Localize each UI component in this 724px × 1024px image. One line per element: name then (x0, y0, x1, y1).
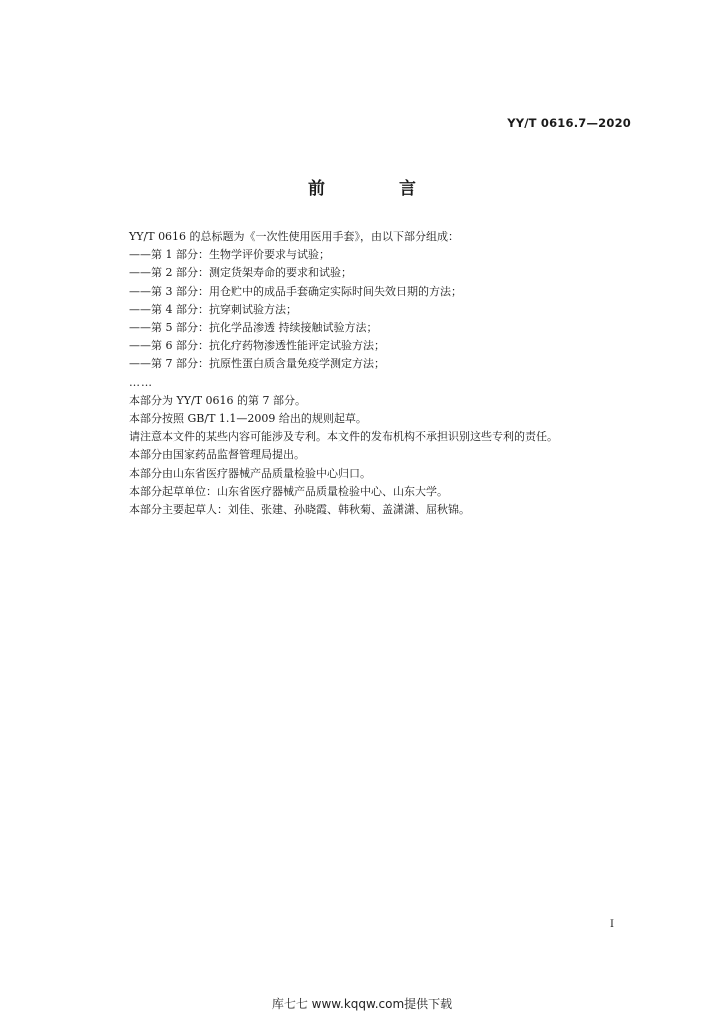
foreword-body (129, 228, 629, 519)
statement-paragraph: 本部分起草单位：山东省医疗器械产品质量检验中心、山东大学。 (129, 484, 448, 498)
intro-paragraph: YY/T 0616 的总标题为《一次性使用医用手套》，由以下部分组成： (129, 230, 460, 243)
statement-paragraph: 请注意本文件的某些内容可能涉及专利。本文件的发布机构不承担识别这些专利的责任。 (129, 430, 558, 444)
page-number: I (610, 919, 614, 930)
part-item: ——第 4 部分：抗穿刺试验方法； (129, 302, 297, 316)
page-title: 前 言 (308, 179, 450, 199)
part-item: ——第 6 部分：抗化疗药物渗透性能评定试验方法； (129, 339, 385, 353)
standard-number: YY/T 0616.7—2020 (507, 116, 631, 130)
part-item: ——第 3 部分：用仓贮中的成品手套确定实际时间失效日期的方法； (129, 284, 462, 298)
ellipsis: …… (129, 375, 153, 389)
statement-paragraph: 本部分由国家药品监督管理局提出。 (129, 448, 305, 462)
statement-paragraph: 本部分由山东省医疗器械产品质量检验中心归口。 (129, 466, 371, 480)
part-item: ——第 2 部分：测定货架寿命的要求和试验； (129, 266, 352, 280)
download-footer: 库七七 www.kqqw.com提供下载 (271, 997, 453, 1011)
part-item: ——第 5 部分：抗化学品渗透 持续接触试验方法； (129, 321, 378, 335)
statement-paragraph: 本部分按照 GB/T 1.1—2009 给出的规则起草。 (129, 412, 367, 426)
part-item: ——第 7 部分：抗原性蛋白质含量免疫学测定方法； (129, 357, 385, 371)
statement-paragraph: 本部分主要起草人：刘佳、张建、孙晓霞、韩秋菊、盖潇潇、屈秋锦。 (129, 503, 470, 517)
statement-paragraph: 本部分为 YY/T 0616 的第 7 部分。 (129, 393, 307, 407)
part-item: ——第 1 部分：生物学评价要求与试验； (129, 248, 330, 262)
